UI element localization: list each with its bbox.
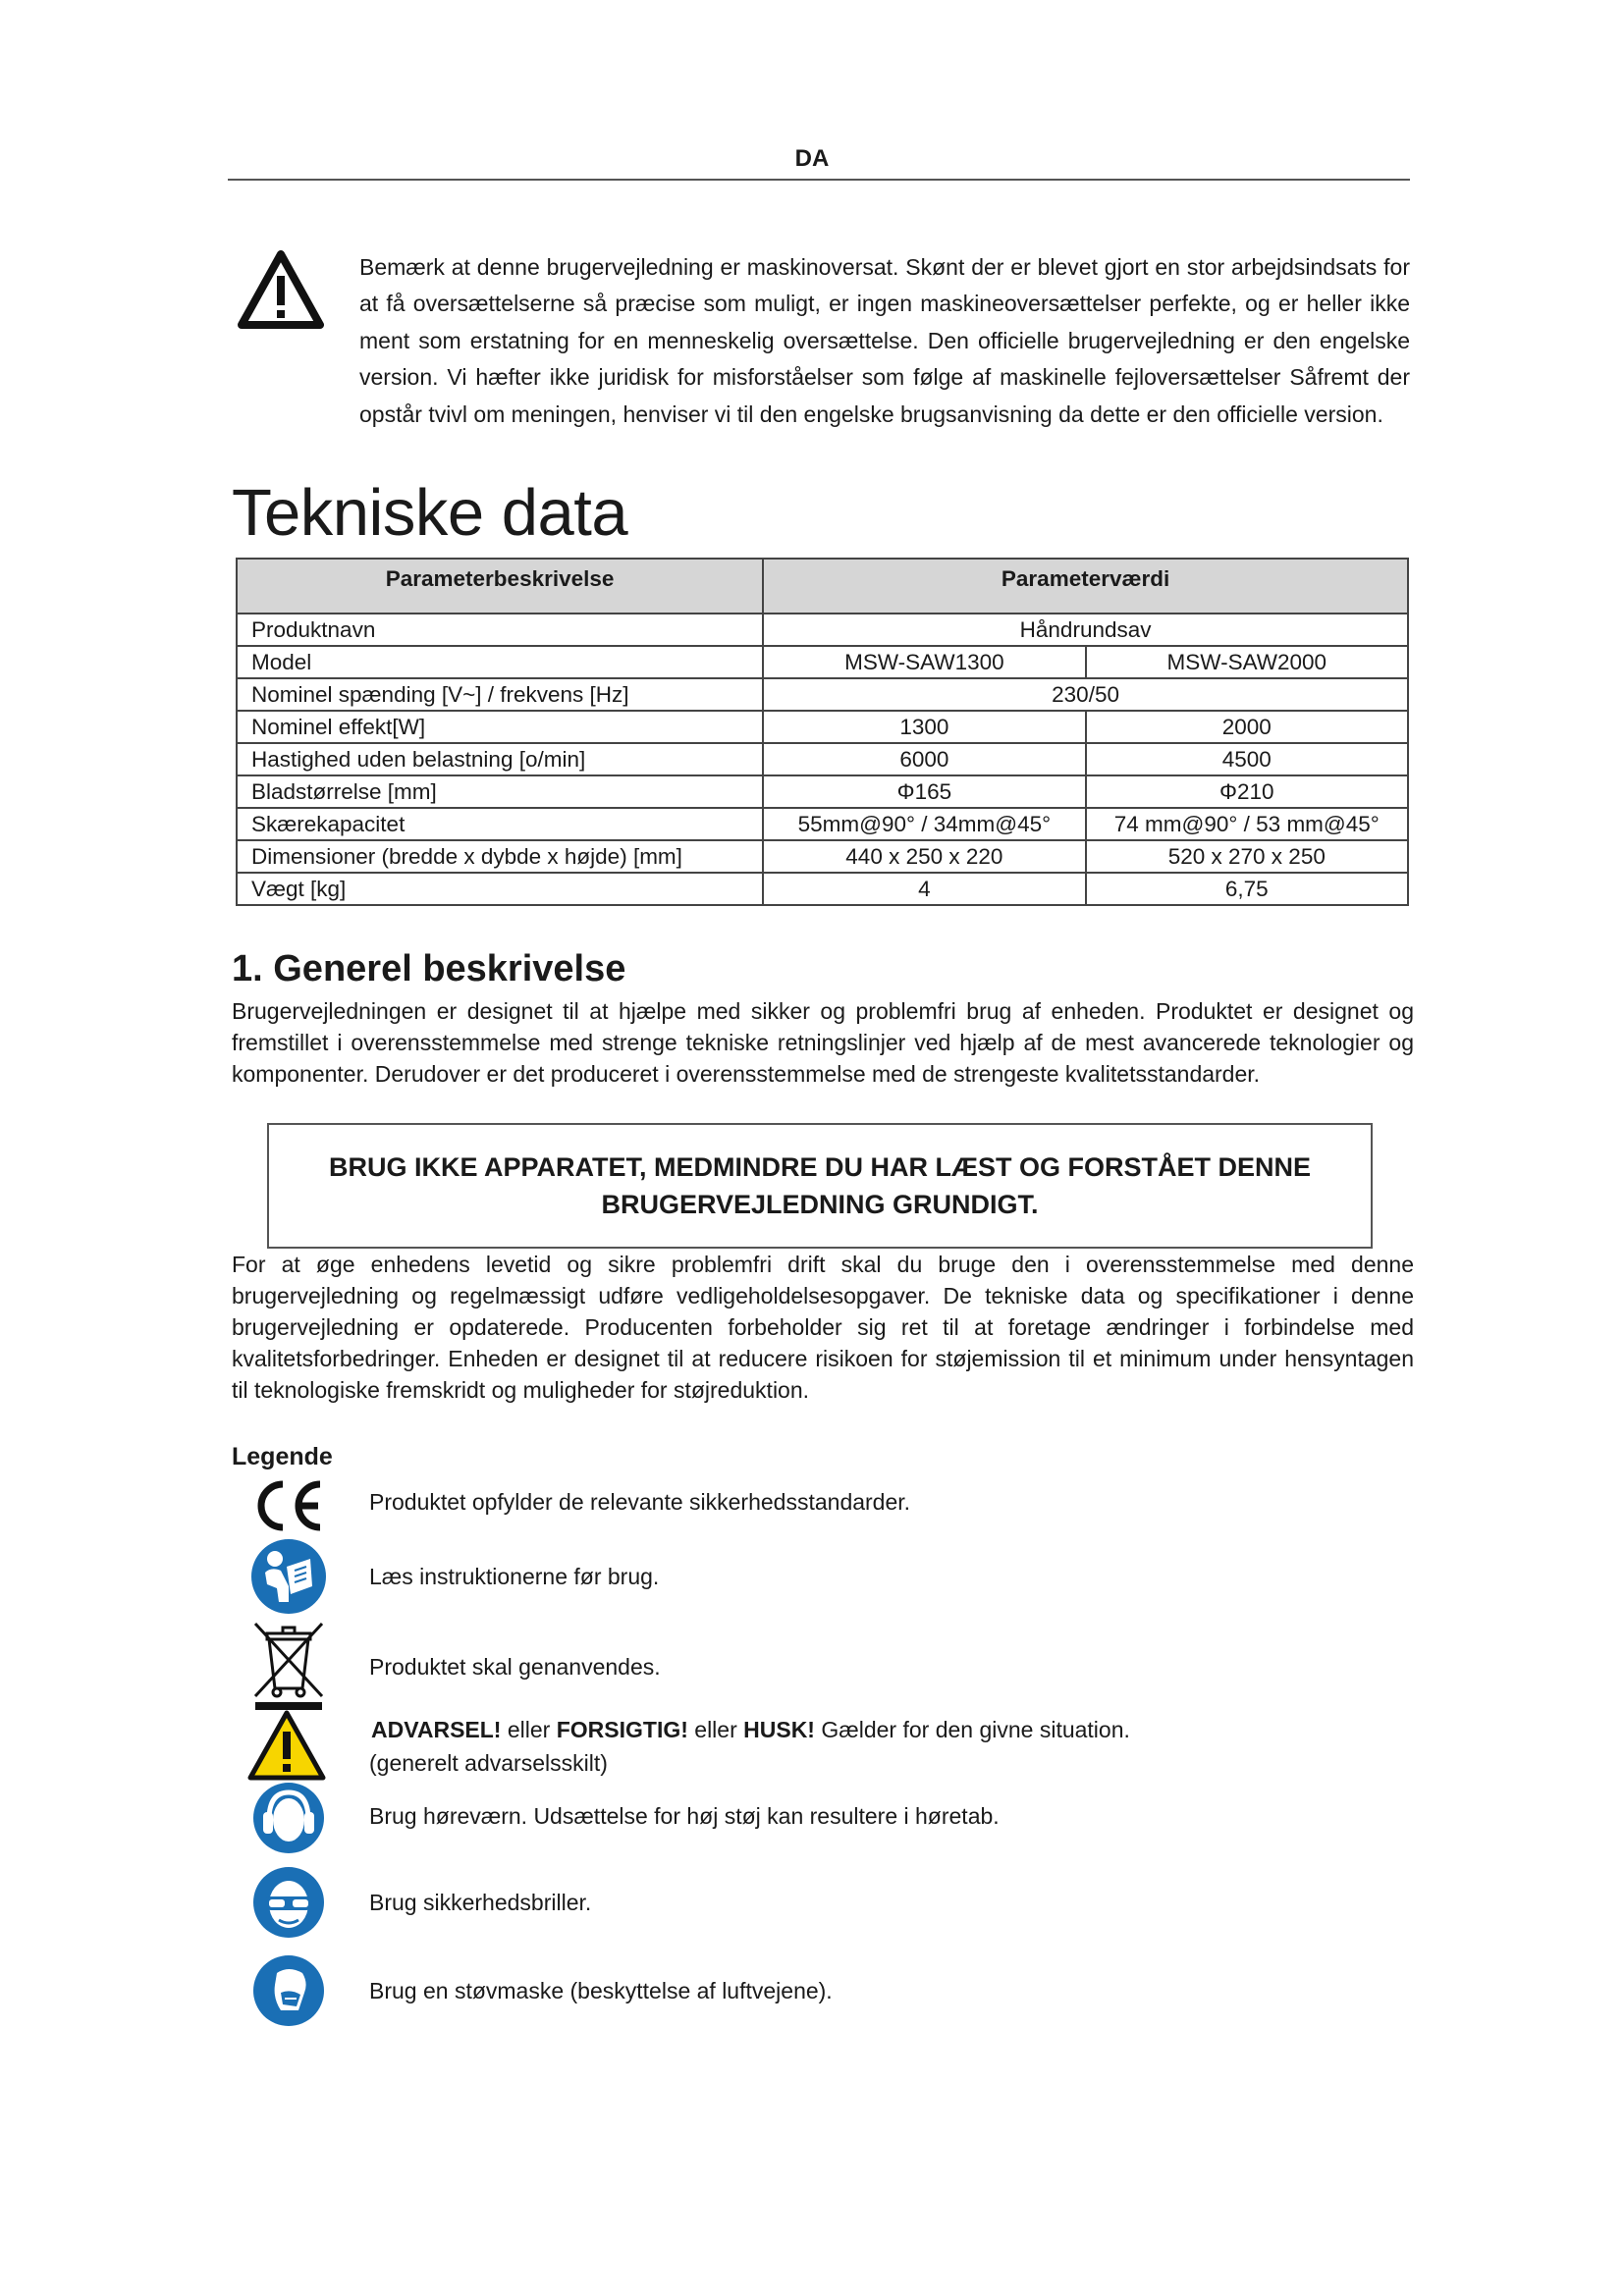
legend-text: Produktet opfylder de relevante sikkerhedsstandarder.: [369, 1489, 911, 1515]
table-row: [237, 743, 1408, 775]
row-value: 4: [763, 873, 1085, 905]
row-value: 440 x 250 x 220: [763, 840, 1085, 873]
header-divider: [228, 179, 1410, 181]
row-value: 2000: [1086, 711, 1408, 743]
connector-text: eller: [501, 1717, 557, 1742]
legend-text: Produktet skal genanvendes.: [369, 1654, 661, 1680]
general-paragraph-1: Brugervejledningen er designet til at hjælpe med sikker og problemfri brug af enheden. Produktet er designet og fremstillet i overensstemmelse med strenge tekniske retningslinjer ved hjælp af de mest avancerede teknologier og komponenter. Derudover er det produceret i overensstemmelse med de strengeste kvalitetsstandarder.: [232, 998, 1414, 1087]
section-heading-general: 1. Generel beskrivelse: [232, 948, 626, 989]
safety-glasses-icon: [251, 1865, 326, 1940]
page-language-label: DA: [794, 145, 830, 172]
legend-text: Læs instruktionerne før brug.: [369, 1564, 660, 1589]
row-label: Hastighed uden belastning [o/min]: [237, 743, 763, 775]
dust-mask-icon: [251, 1953, 326, 2028]
connector-text: eller: [687, 1717, 744, 1742]
warning-word: ADVARSEL!: [371, 1717, 502, 1742]
row-value: 55mm@90° / 34mm@45°: [763, 808, 1085, 840]
column-header: Parameterværdi: [763, 559, 1408, 614]
legend-text: Brug sikkerhedsbriller.: [369, 1890, 592, 1915]
table-row: [237, 775, 1408, 808]
row-value: 74 mm@90° / 53 mm@45°: [1086, 808, 1408, 840]
row-value: Håndrundsav: [763, 614, 1408, 646]
row-value: 6,75: [1086, 873, 1408, 905]
warning-triangle-icon: [238, 250, 324, 329]
row-label: Nominel spænding [V~] / frekvens [Hz]: [237, 678, 763, 711]
read-manual-warning-box: [267, 1123, 1373, 1249]
row-label: Skærekapacitet: [237, 808, 763, 840]
table-row: [237, 678, 1408, 711]
legend-item-dust-mask: [244, 1951, 1324, 2032]
legend-item-read-manual: [244, 1537, 1324, 1618]
caution-word: FORSIGTIG!: [556, 1717, 688, 1742]
legend-text: Brug en støvmaske (beskyttelse af luftvejene).: [369, 1978, 833, 2003]
section-title-tech-data: Tekniske data: [232, 476, 628, 550]
legend-text: Brug høreværn. Udsættelse for høj støj kan resultere i høretab.: [369, 1803, 1000, 1829]
table-row: [237, 646, 1408, 678]
legend-item-ear-protection: [244, 1779, 1324, 1857]
legend-item-ce: [244, 1474, 1324, 1543]
row-label: Vægt [kg]: [237, 873, 763, 905]
warning-description: Gælder for den givne situation.: [814, 1717, 1130, 1742]
warning-sign-icon: [247, 1710, 326, 1781]
row-value: 520 x 270 x 250: [1086, 840, 1408, 873]
row-value: 1300: [763, 711, 1085, 743]
row-value: MSW-SAW2000: [1086, 646, 1408, 678]
table-row: [237, 808, 1408, 840]
row-label: Dimensioner (bredde x dybde x højde) [mm]: [237, 840, 763, 873]
table-header-row: [237, 559, 1408, 614]
row-value: 4500: [1086, 743, 1408, 775]
tech-data-table: [236, 558, 1409, 906]
legend-text-warning: [371, 1714, 1130, 1746]
row-value: 6000: [763, 743, 1085, 775]
legend-text-warning-subtitle: (generelt advarselsskilt): [369, 1750, 608, 1776]
table-row: [237, 840, 1408, 873]
crossed-bin-icon: [247, 1620, 330, 1710]
table-row: [237, 873, 1408, 905]
ce-mark-icon: [251, 1478, 326, 1533]
read-manual-icon: [249, 1537, 328, 1616]
warning-box-text: BRUG IKKE APPARATET, MEDMINDRE DU HAR LÆST OG FORSTÅET DENNE BRUGERVEJLEDNING GRUNDIGT.: [328, 1152, 1311, 1219]
legend-item-safety-glasses: [244, 1863, 1324, 1944]
translation-notice: Bemærk at denne brugervejledning er maskinoversat. Skønt der er blevet gjort en stor arbejdsindsats for at få oversættelserne så præcise som muligt, er ingen maskineoversættelser perfekte, og er heller ikke ment som erstatning for en menneskelig oversættelse. Den officielle brugervejledning er den engelske version. Vi hæfter ikke juridisk for misforståelser som følge af maskinelle fejloversættelser Såfremt der opstår tvivl om meningen, henviser vi til den engelske brugsanvisning da dette er den officielle version.: [359, 254, 1410, 427]
row-label: Produktnavn: [237, 614, 763, 646]
row-value: 230/50: [763, 678, 1408, 711]
row-label: Model: [237, 646, 763, 678]
remember-word: HUSK!: [743, 1717, 815, 1742]
row-value: Φ210: [1086, 775, 1408, 808]
row-label: Nominel effekt[W]: [237, 711, 763, 743]
row-value: MSW-SAW1300: [763, 646, 1085, 678]
table-row: [237, 711, 1408, 743]
row-value: Φ165: [763, 775, 1085, 808]
general-paragraph-2: For at øge enhedens levetid og sikre problemfri drift skal du bruge den i overensstemmelse med denne brugervejledning og regelmæssigt udføre vedligeholdelsesopgaver. De tekniske data og specifikationer i denne brugervejledning er opdaterede. Producenten forbeholder sig ret til at foretage ændringer i forbindelse med kvalitetsforbedringer. Enheden er designet til at reducere risikoen for støjemission til et minimum under hensyntagen til teknologiske fremskridt og muligheder for støjreduktion.: [232, 1252, 1414, 1403]
column-header: Parameterbeskrivelse: [237, 559, 763, 614]
row-label: Bladstørrelse [mm]: [237, 775, 763, 808]
ear-protection-icon: [251, 1781, 326, 1855]
legend-title: Legende: [232, 1443, 333, 1470]
legend-item-recycle: [244, 1620, 1324, 1708]
table-row: [237, 614, 1408, 646]
